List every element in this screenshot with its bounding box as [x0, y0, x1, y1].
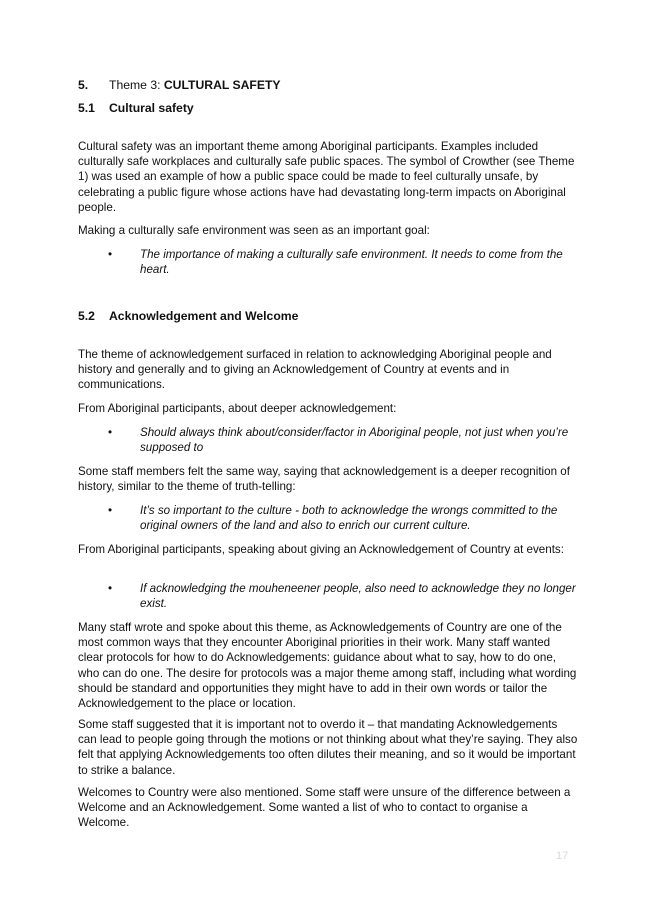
paragraph-safe-environment-goal: Making a culturally safe environment was seen as an important goal: — [78, 224, 430, 237]
section-5-1-number: 5.1 — [78, 101, 95, 115]
section-5-heading — [78, 78, 281, 93]
section-5-number: 5. — [78, 78, 89, 92]
section-5-title: CULTURAL SAFETY — [163, 78, 281, 92]
bullet-marker: • — [108, 582, 113, 595]
section-5-2-number: 5.2 — [78, 309, 95, 323]
paragraph-welcomes-to-country: Welcomes to Country were also mentioned. Some staff were unsure of the difference between a Welcome and an Acknowledgement. Some wanted a list of who to contact to organise a Welcome. — [78, 786, 571, 830]
paragraph-acknowledgement-at-events: From Aboriginal participants, speaking about giving an Acknowledgement of Country at events: — [78, 543, 564, 556]
paragraph-acknowledgement-intro: The theme of acknowledgement surfaced in relation to acknowledging Aboriginal people and history and generally and to giving an Acknowledgement of Country at events and in communications. — [78, 348, 552, 392]
bullet-marker: • — [108, 248, 113, 261]
section-5-1-title: Cultural safety — [109, 101, 194, 115]
quote-always-think-about: Should always think about/consider/factor in Aboriginal people, not just when you’re supposed to — [140, 426, 569, 455]
quote-mouheneener-people: If acknowledging the mouheneener people, also need to acknowledge they no longer exist. — [140, 582, 576, 611]
section-5-2-heading — [78, 309, 298, 324]
paragraph-staff-same-way: Some staff members felt the same way, saying that acknowledgement is a deeper recognition of history, similar to the theme of truth-telling: — [78, 465, 570, 494]
bullet-marker: • — [108, 426, 113, 439]
section-5-title-prefix: Theme 3: — [109, 78, 164, 92]
paragraph-not-overdo: Some staff suggested that it is important not to overdo it – that mandating Acknowledgements can lead to people going through the motions or not thinking about what they’re saying. They also felt that applying Acknowledgements too often dilutes their meaning, and so it would be important to strike a balance. — [78, 718, 578, 777]
section-5-2-title: Acknowledgement and Welcome — [109, 309, 299, 323]
section-5-1-heading — [78, 101, 194, 116]
quote-important-to-culture: It’s so important to the culture - both to acknowledge the wrongs committed to the original owners of the land and also to enrich our current culture. — [140, 504, 558, 533]
paragraph-deeper-acknowledgement: From Aboriginal participants, about deeper acknowledgement: — [78, 402, 397, 415]
paragraph-staff-protocols: Many staff wrote and spoke about this theme, as Acknowledgements of Country are one of the most common ways that they encounter Aboriginal priorities in their work. Many staff wanted clear protocols for how to do Acknowledgements: guidance about what to say, how to do one, who can do one. The desire for protocols was a major theme among staff, including what wording should be standard and opportunities they might have to add in their own words or tailor the Acknowledgement to the place or location. — [78, 621, 577, 711]
paragraph-cultural-safety-intro: Cultural safety was an important theme among Aboriginal participants. Examples included culturally safe workplaces and culturally safe public spaces. The symbol of Crowther (see Theme 1) was used an example of how a public space could be made to feel culturally unsafe, by celebrating a public figure whose actions have had devastating long-term impacts on Aboriginal people. — [78, 140, 575, 214]
page-number: 17 — [556, 850, 569, 862]
bullet-marker: • — [108, 504, 113, 517]
quote-safe-environment: The importance of making a culturally safe environment. It needs to come from the heart. — [140, 248, 563, 277]
